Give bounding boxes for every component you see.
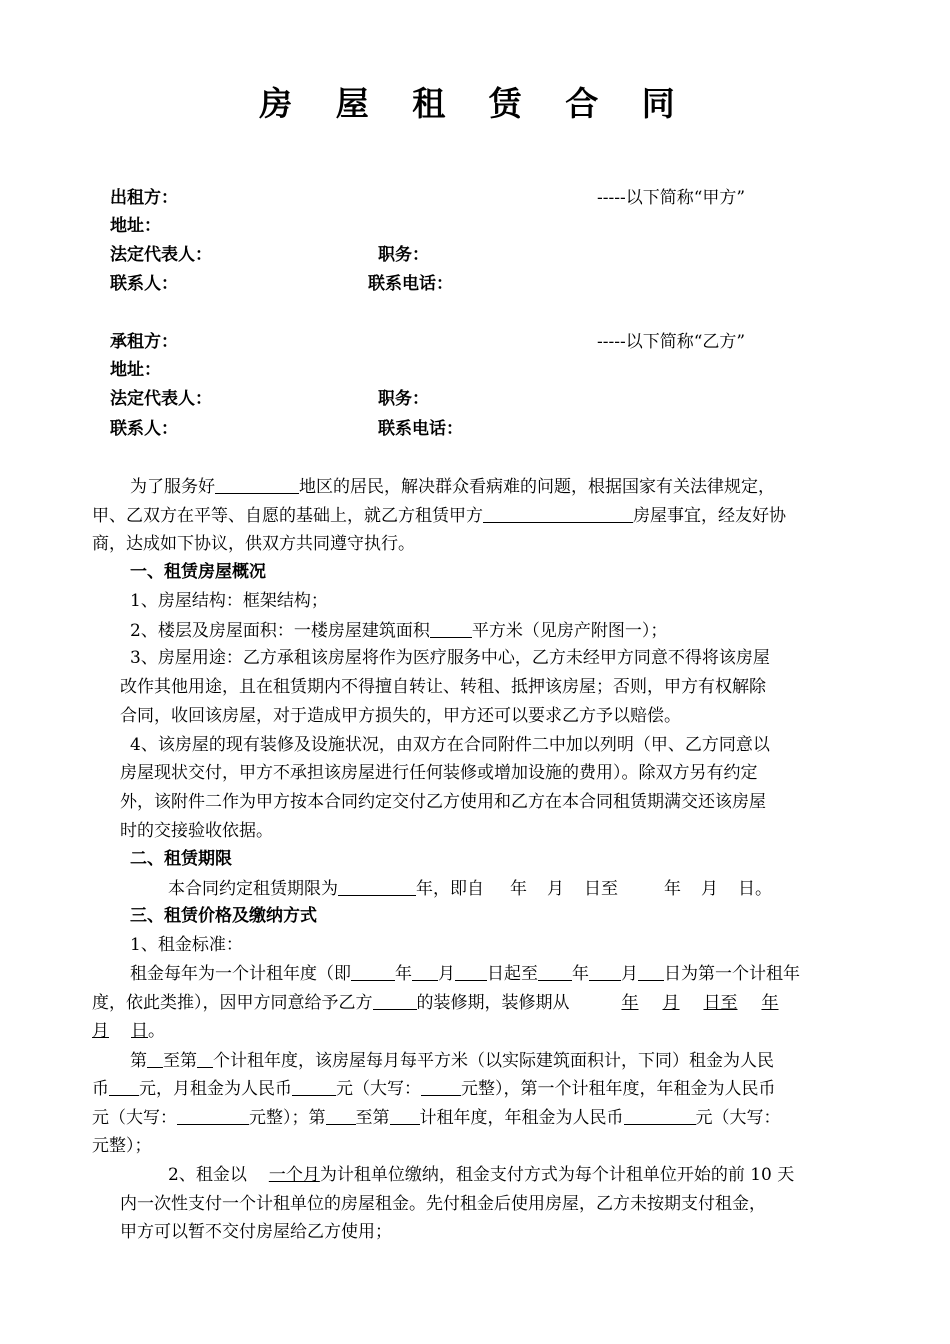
party-b-position-label: 职务：	[378, 389, 429, 409]
rent-year-line-2: 度，依此类推），因甲方同意给予乙方 的装修期，装修期从 年 月 日至 年	[92, 993, 779, 1013]
s1-item-4-line-2: 房屋现状交付，甲方不承担该房屋进行任何装修或增加设施的费用）。除双方另有约定	[120, 763, 758, 783]
party-b-phone-label: 联系电话：	[378, 419, 463, 439]
rent-price-line-3: 元（大写： 元整）；第 至第 计租年度，年租金为人民币 元（大写：	[92, 1108, 781, 1128]
blank-area	[430, 619, 472, 638]
payment-line-2: 内一次性支付一个计租单位的房屋租金。先付租金后使用房屋，乙方未按期支付租金，	[120, 1194, 766, 1214]
s1-item-4-line-1: 4、该房屋的现有装修及设施状况，由双方在合同附件二中加以列明（甲、乙方同意以	[130, 735, 770, 755]
s1-item-4-line-4: 时的交接验收依据。	[120, 821, 273, 841]
payment-line-3: 甲方可以暂不交付房屋给乙方使用；	[120, 1222, 392, 1242]
lease-term-line: 本合同约定租赁期限为 年，即自 年 月 日至 年 月 日。	[168, 879, 772, 899]
party-b-address-label: 地址：	[110, 360, 161, 380]
s3-item-1: 1、租金标准：	[130, 935, 243, 955]
party-b-legal-rep-label: 法定代表人：	[110, 389, 212, 409]
rent-price-line-2: 币 元，月租金为人民币 元（大写： 元整），第一个计租年度，年租金为人民币	[92, 1079, 776, 1099]
s1-item-2: 2、楼层及房屋面积：一楼房屋建筑面积 平方米（见房产附图一）；	[130, 621, 668, 641]
rent-price-line-4: 元整）；	[92, 1136, 152, 1156]
party-a-address-label: 地址：	[110, 216, 161, 236]
s1-item-3-line-2: 改作其他用途，且在租赁期内不得擅自转让、转租、抵押该房屋；否则，甲方有权解除	[120, 677, 766, 697]
party-a-phone-label: 联系电话：	[368, 274, 453, 294]
lessor-label: 出租方：	[110, 188, 178, 208]
intro-line-2: 甲、乙双方在平等、自愿的基础上，就乙方租赁甲方 房屋事宜，经友好协	[92, 506, 786, 526]
s1-item-4-line-3: 外，该附件二作为甲方按本合同约定交付乙方使用和乙方在本合同租赁期满交还该房屋	[120, 792, 766, 812]
party-a-contact-label: 联系人：	[110, 274, 178, 294]
section-2-heading: 二、租赁期限	[130, 849, 232, 869]
party-b-contact-label: 联系人：	[110, 419, 178, 439]
intro-line-1: 为了服务好 地区的居民，解决群众看病难的问题，根据国家有关法律规定，	[130, 477, 775, 497]
blank-property	[483, 504, 633, 523]
section-3-heading: 三、租赁价格及缴纳方式	[130, 906, 317, 926]
s1-item-1: 1、房屋结构：框架结构；	[130, 591, 328, 611]
party-a-legal-rep-label: 法定代表人：	[110, 245, 212, 265]
party-a-alias: -----以下简称“甲方”	[597, 188, 746, 208]
payment-line-1: 2、租金以 一个月为计租单位缴纳，租金支付方式为每个计租单位开始的前 10 天	[168, 1165, 795, 1185]
party-a-position-label: 职务：	[378, 245, 429, 265]
rent-year-line-3: 月 日。	[92, 1021, 165, 1041]
rent-price-line-1: 第 至第 个计租年度，该房屋每月每平方米（以实际建筑面积计，下同）租金为人民	[130, 1051, 774, 1071]
intro-line-3: 商，达成如下协议，供双方共同遵守执行。	[92, 534, 415, 554]
s1-item-3-line-3: 合同，收回该房屋，对于造成甲方损失的，甲方还可以要求乙方予以赔偿。	[120, 706, 681, 726]
blank-years	[338, 877, 416, 896]
s1-item-3-line-1: 3、房屋用途：乙方承租该房屋将作为医疗服务中心，乙方未经甲方同意不得将该房屋	[130, 648, 770, 668]
section-1-heading: 一、租赁房屋概况	[130, 562, 266, 582]
lessee-label: 承租方：	[110, 332, 178, 352]
party-b-alias: -----以下简称“乙方”	[597, 332, 746, 352]
document-title: 房 屋 租 赁 合 同	[259, 84, 691, 123]
rent-year-line-1: 租金每年为一个计租年度（即 年 月 日起至 年 月 日为第一个计租年	[130, 964, 800, 984]
blank-region	[215, 475, 299, 494]
